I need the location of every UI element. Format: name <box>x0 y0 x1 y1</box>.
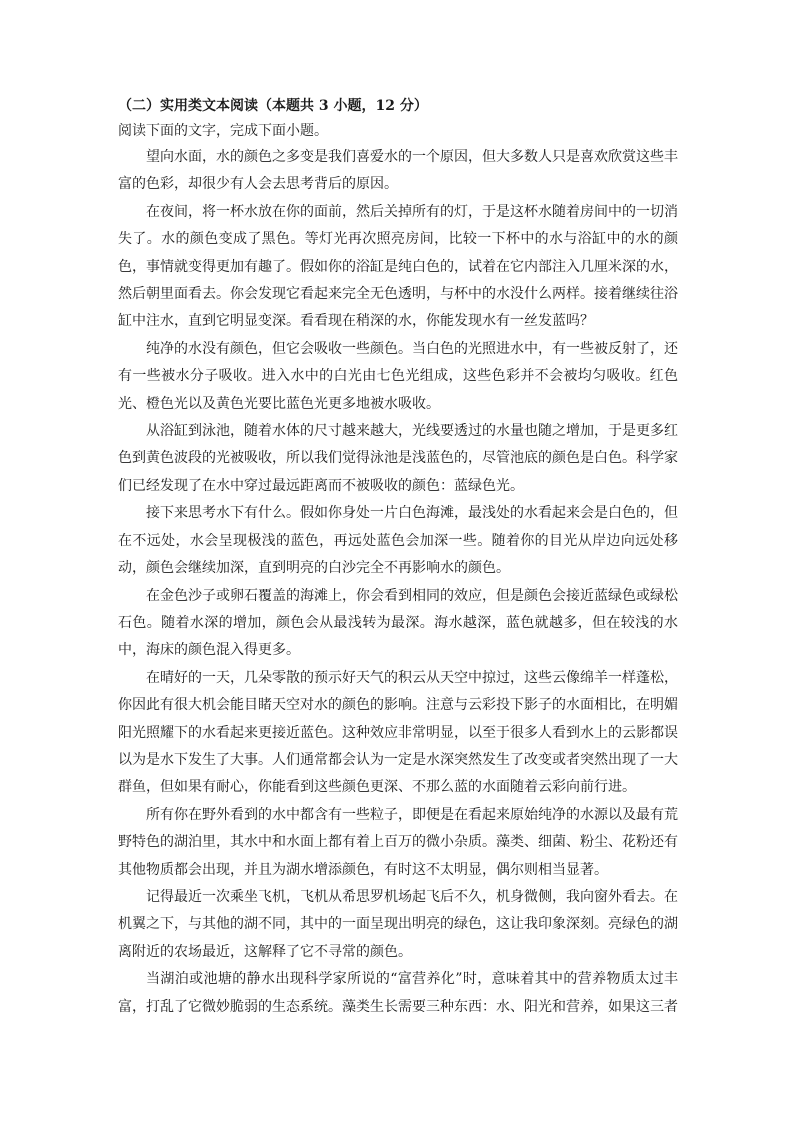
paragraph-5: 接下来思考水下有什么。假如你身处一片白色海滩，最浅处的水看起来会是白色的，但在不远处，水会呈现极浅的蓝色，再远处蓝色会加深一些。随着你的目光从岸边向远处移动，颜色会继续加深，直到明亮的白沙完全不再影响水的颜色。 <box>118 505 678 577</box>
paragraph-9: 记得最近一次乘坐飞机，飞机从希思罗机场起飞后不久，机身微侧，我向窗外看去。在机翼之下，与其他的湖不同，其中的一面呈现出明亮的绿色，这让我印象深刻。亮绿色的湖离附近的农场最近，这解释了它不寻常的颜色。 <box>118 888 678 960</box>
paragraph-3: 纯净的水没有颜色，但它会吸收一些颜色。当白色的光照进水中，有一些被反射了，还有一些被水分子吸收。进入水中的白光由七色光组成，这些色彩并不会被均匀吸收。红色光、橙色光以及黄色光要比蓝色光更多地被水吸收。 <box>118 340 678 412</box>
document-page <box>118 94 678 1021</box>
paragraph-2: 在夜间，将一杯水放在你的面前，然后关掉所有的灯，于是这杯水随着房间中的一切消失了。水的颜色变成了黑色。等灯光再次照亮房间，比较一下杯中的水与浴缸中的水的颜色，事情就变得更加有趣了。假如你的浴缸是纯白色的，试着在它内部注入几厘米深的水，然后朝里面看去。你会发现它看起来完全无色透明，与杯中的水没什么两样。接着继续往浴缸中注水，直到它明显变深。看看现在稍深的水，你能发现水有一丝发蓝吗？ <box>118 203 678 330</box>
paragraph-1: 望向水面，水的颜色之多变是我们喜爱水的一个原因，但大多数人只是喜欢欣赏这些丰富的色彩，却很少有人会去思考背后的原因。 <box>118 149 678 193</box>
paragraph-8: 所有你在野外看到的水中都含有一些粒子，即便是在看起来原始纯净的水源以及最有荒野特色的湖泊里，其水中和水面上都有着上百万的微小杂质。藻类、细菌、粉尘、花粉还有其他物质都会出现，并且为湖水增添颜色，有时这不太明显，偶尔则相当显著。 <box>118 806 678 878</box>
paragraph-7: 在晴好的一天，几朵零散的预示好天气的积云从天空中掠过，这些云像绵羊一样蓬松，你因此有很大机会能目睹天空对水的颜色的影响。注意与云彩投下影子的水面相比，在明媚阳光照耀下的水看起来更接近蓝色。这种效应非常明显，以至于很多人看到水上的云影都误以为是水下发生了大事。人们通常都会认为一定是水深突然发生了改变或者突然出现了一大群鱼，但如果有耐心，你能看到这些颜色更深、不那么蓝的水面随着云彩向前行进。 <box>118 669 678 796</box>
paragraph-4: 从浴缸到泳池，随着水体的尺寸越来越大，光线要透过的水量也随之增加，于是更多红色到黄色波段的光被吸收，所以我们觉得泳池是浅蓝色的，尽管池底的颜色是白色。科学家们已经发现了在水中穿过最远距离而不被吸收的颜色：蓝绿色光。 <box>118 423 678 494</box>
section-title: （二）实用类文本阅读（本题共 3 小题，12 分） <box>118 98 428 114</box>
reading-instruction: 阅读下面的文字，完成下面小题。 <box>118 123 328 139</box>
paragraph-10: 当湖泊或池塘的静水出现科学家所说的“富营养化”时，意味着其中的营养物质太过丰富，打乱了它微妙脆弱的生态系统。藻类生长需要三种东西：水、阳光和营养，如果这三者 <box>118 971 678 1015</box>
paragraph-6: 在金色沙子或卵石覆盖的海滩上，你会看到相同的效应，但是颜色会接近蓝绿色或绿松石色。随着水深的增加，颜色会从最浅转为最深。海水越深，蓝色就越多，但在较浅的水中，海床的颜色混入得更多。 <box>118 587 678 659</box>
